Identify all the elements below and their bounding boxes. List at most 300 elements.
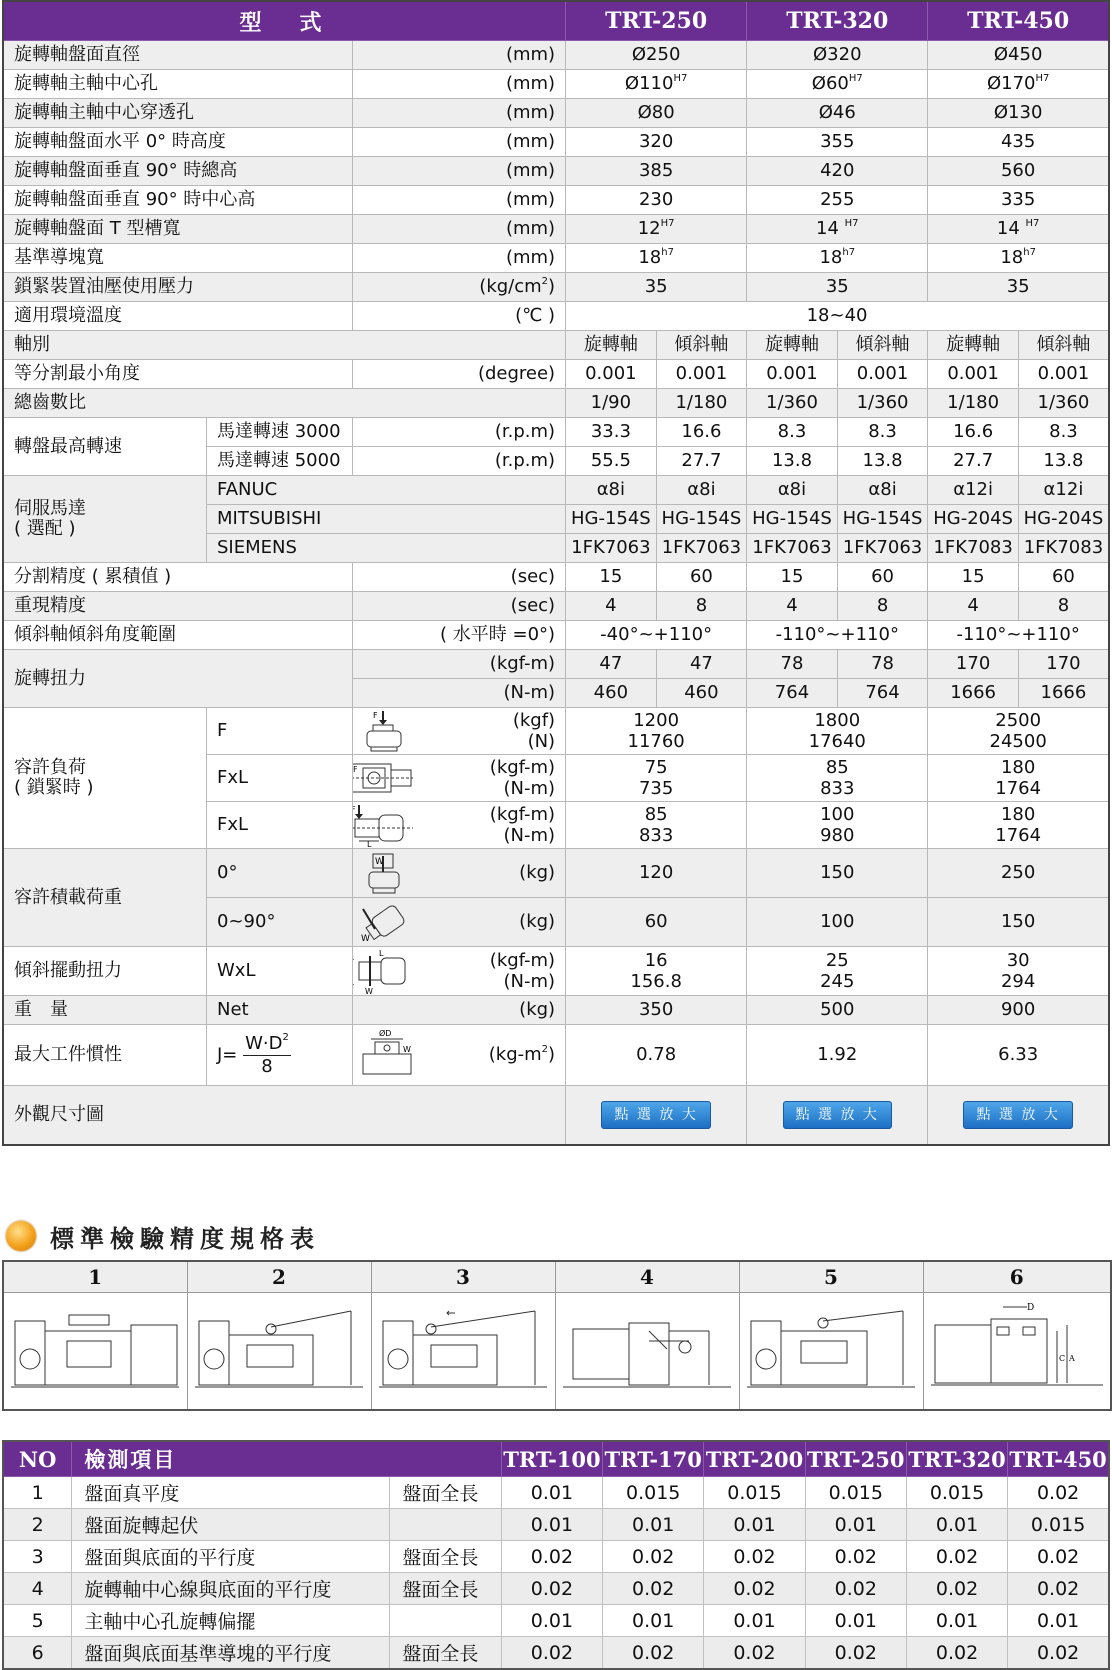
- spec-row: [3, 244, 1109, 273]
- value-cell: 250: [928, 849, 1109, 898]
- axis-cell: 傾斜軸: [837, 331, 928, 360]
- tolerance-grade: H7: [673, 73, 688, 84]
- drawing-cell: [747, 1086, 928, 1146]
- spec-row-mass: [3, 996, 1109, 1025]
- value-cell: [928, 755, 1109, 802]
- row-no: 1: [3, 1477, 72, 1509]
- value-cell: 47: [566, 650, 657, 679]
- formula-numerator: W·D: [245, 1032, 283, 1054]
- drawing-cell: [566, 1086, 747, 1146]
- value-text: Ø450: [993, 44, 1043, 65]
- row-label: 等分割最小角度: [3, 360, 352, 389]
- value-cell: [566, 41, 747, 70]
- row-no: 5: [3, 1605, 72, 1637]
- value-cell: α8i: [837, 476, 928, 505]
- value-cell: 0.02: [603, 1573, 704, 1605]
- value-cell: [566, 755, 747, 802]
- diagram-number: 5: [739, 1261, 923, 1293]
- value-line: 24500: [989, 731, 1047, 752]
- value-cell: 60: [1018, 563, 1109, 592]
- diagram-cell: [187, 1293, 371, 1411]
- value-cell: 0.01: [501, 1605, 602, 1637]
- row-unit: (mm): [505, 131, 556, 152]
- diagram-cell: [371, 1293, 555, 1411]
- svg-text:A: A: [1068, 1354, 1075, 1363]
- value-cell: 0.02: [501, 1637, 602, 1670]
- value-cell: 8.3: [1018, 418, 1109, 447]
- zoom-drawing-button[interactable]: 點 選 放 大: [601, 1101, 710, 1129]
- value-cell: 1/360: [837, 389, 928, 418]
- value-cell: 0.01: [805, 1605, 906, 1637]
- value-cell: 0.015: [603, 1477, 704, 1509]
- value-line: 100: [820, 804, 855, 825]
- row-item: 盤面真平度: [72, 1477, 390, 1509]
- value-cell: [747, 244, 928, 273]
- value-cell: [566, 802, 747, 849]
- row-item: 旋轉軸中心線與底面的平行度: [72, 1573, 390, 1605]
- inertia-diagram-icon: [353, 1028, 419, 1080]
- value-text: 355: [820, 131, 855, 152]
- value-cell: 1/90: [566, 389, 657, 418]
- value-text: Ø170: [986, 73, 1036, 94]
- zoom-drawing-button[interactable]: 點 選 放 大: [963, 1101, 1072, 1129]
- value-text: 385: [638, 160, 674, 181]
- value-cell: 15: [566, 563, 657, 592]
- value-cell: [566, 273, 747, 302]
- value-cell: 0.01: [501, 1509, 602, 1541]
- load-fxl-diagram-icon: [352, 758, 415, 798]
- row-unit: (kg-m: [488, 1044, 542, 1065]
- axis-cell: 旋轉軸: [747, 331, 838, 360]
- model-header: TRT-450: [928, 1, 1109, 41]
- diagram-cell: [3, 1293, 187, 1411]
- svg-text:W: W: [364, 987, 373, 994]
- value-cell: 0.001: [566, 360, 657, 389]
- value-cell: [928, 244, 1109, 273]
- value-cell: 0.001: [1018, 360, 1109, 389]
- value-line: 980: [820, 825, 855, 846]
- row-unit-cell: [352, 273, 565, 302]
- diagram-number: 6: [923, 1261, 1111, 1293]
- value-cell: [747, 708, 928, 755]
- value-text: 320: [638, 131, 674, 152]
- load-label-cell: [3, 708, 207, 849]
- row-unit: (kgf-m): [489, 757, 556, 778]
- row-label: 旋轉扭力: [3, 650, 352, 708]
- tolerance-grade: H7: [1025, 218, 1040, 229]
- value-text: Ø320: [813, 44, 862, 65]
- axis-parallelism-diagram-icon: [559, 1301, 735, 1401]
- value-cell: 0.02: [1008, 1541, 1109, 1573]
- row-unit: (kg): [519, 862, 556, 883]
- row-label: 旋轉軸盤面 T 型槽寬: [3, 215, 352, 244]
- diagram-number: 2: [187, 1261, 371, 1293]
- value-cell: 8: [656, 592, 747, 621]
- row-label: 容許積載荷重: [3, 849, 207, 947]
- row-sublabel: MITSUBISHI: [207, 505, 566, 534]
- value-text: 18: [1000, 247, 1024, 268]
- row-unit: (mm): [505, 102, 556, 123]
- unit-diagram-cell: [352, 708, 565, 755]
- value-cell: [566, 99, 747, 128]
- value-cell: 1FK7063: [747, 534, 838, 563]
- model-header: TRT-320: [906, 1441, 1007, 1477]
- value-cell: 0.001: [656, 360, 747, 389]
- spec-row: [3, 99, 1109, 128]
- value-cell: 350: [566, 996, 747, 1025]
- value-cell: 1666: [928, 679, 1019, 708]
- value-line: 833: [820, 778, 855, 799]
- value-text: 335: [1000, 189, 1036, 210]
- value-cell: [566, 244, 747, 273]
- row-label-note: ( 鎖緊時 ): [14, 777, 94, 798]
- value-line: 75: [644, 757, 668, 778]
- model-header: TRT-250: [805, 1441, 906, 1477]
- row-unit: (kg/cm: [479, 276, 542, 297]
- row-item: 盤面與底面基準導塊的平行度: [72, 1637, 390, 1670]
- row-label: 重 量: [3, 996, 207, 1025]
- svg-text:L: L: [378, 949, 384, 958]
- center-hole-runout-diagram-icon: [743, 1301, 919, 1401]
- tolerance-grade: h7: [842, 247, 856, 258]
- value-cell: 47: [656, 650, 747, 679]
- spec-header-row: [3, 1, 1109, 41]
- value-cell: 0.015: [805, 1477, 906, 1509]
- row-unit: (degree): [352, 360, 565, 389]
- value-cell: 1666: [1018, 679, 1109, 708]
- row-label: 旋轉軸主軸中心孔: [3, 70, 352, 99]
- value-text: Ø130: [993, 102, 1043, 123]
- value-cell: 0.01: [805, 1509, 906, 1541]
- value-text: 230: [638, 189, 674, 210]
- row-unit: (N): [527, 731, 556, 752]
- value-cell: 60: [837, 563, 928, 592]
- value-cell: 900: [928, 996, 1109, 1025]
- row-sublabel: WxL: [207, 947, 353, 996]
- value-line: 833: [638, 825, 674, 846]
- tolerance-grade: H7: [660, 218, 675, 229]
- value-cell: 0.001: [837, 360, 928, 389]
- zoom-drawing-button[interactable]: 點 選 放 大: [783, 1101, 892, 1129]
- value-cell: 0.02: [501, 1541, 602, 1573]
- value-text: Ø110: [624, 73, 674, 94]
- value-cell: 8.3: [837, 418, 928, 447]
- value-cell: 1/180: [656, 389, 747, 418]
- value-cell: -110°~+110°: [747, 621, 928, 650]
- unit-diagram-cell: [352, 849, 565, 898]
- value-text: 12: [637, 218, 661, 239]
- value-cell: [928, 41, 1109, 70]
- row-unit: ( 水平時 =0°): [352, 621, 565, 650]
- spec-row-min-angle: [3, 360, 1109, 389]
- svg-text:C: C: [1058, 1354, 1065, 1363]
- bullet-icon: [6, 1221, 36, 1251]
- value-line: 1200: [633, 710, 680, 731]
- value-cell: 100: [747, 898, 928, 947]
- row-sublabel: 0°: [207, 849, 353, 898]
- row-value: 18~40: [566, 302, 1109, 331]
- axis-cell: 傾斜軸: [656, 331, 747, 360]
- value-cell: 150: [747, 849, 928, 898]
- spec-row-swing: [3, 947, 1109, 996]
- value-text: Ø46: [818, 102, 856, 123]
- value-cell: 1FK7063: [566, 534, 657, 563]
- row-label-note: ( 選配 ): [14, 518, 76, 539]
- spec-row: [3, 215, 1109, 244]
- row-item: 主軸中心孔旋轉偏擺: [72, 1605, 390, 1637]
- value-cell: α8i: [656, 476, 747, 505]
- value-line: 85: [825, 757, 849, 778]
- col-item-header: 檢測項目: [72, 1441, 501, 1477]
- spec-row-rep-acc: [3, 592, 1109, 621]
- tolerance-grade: h7: [1023, 247, 1036, 258]
- rotation-runout-diagram-icon: [191, 1301, 367, 1401]
- value-cell: 0.015: [906, 1477, 1007, 1509]
- value-cell: [928, 273, 1109, 302]
- spec-row-env: [3, 302, 1109, 331]
- value-cell: 0.01: [906, 1509, 1007, 1541]
- value-cell: [566, 157, 747, 186]
- row-range: 盤面全長: [390, 1637, 501, 1670]
- value-cell: 0.015: [1008, 1509, 1109, 1541]
- model-header: TRT-170: [603, 1441, 704, 1477]
- value-text: 18: [819, 247, 843, 268]
- unit-exponent: 2: [541, 276, 549, 287]
- value-cell: 0.001: [747, 360, 838, 389]
- spec-row-tilt-range: [3, 621, 1109, 650]
- row-unit: (N-m): [503, 971, 556, 992]
- value-cell: -40°~+110°: [566, 621, 747, 650]
- axis-cell: 傾斜軸: [1018, 331, 1109, 360]
- row-unit: (sec): [352, 563, 565, 592]
- value-cell: 0.02: [501, 1573, 602, 1605]
- value-text: 255: [820, 189, 855, 210]
- value-cell: [747, 128, 928, 157]
- value-cell: 60: [656, 563, 747, 592]
- value-line: 1800: [814, 710, 861, 731]
- load-f-diagram-icon: [359, 709, 419, 753]
- value-cell: 0.01: [704, 1605, 805, 1637]
- value-cell: [928, 708, 1109, 755]
- svg-text:ØD: ØD: [378, 1029, 392, 1038]
- row-sublabel: Net: [207, 996, 353, 1025]
- value-cell: 15: [928, 563, 1019, 592]
- row-sublabel: FANUC: [207, 476, 566, 505]
- row-unit: (kgf-m): [489, 950, 556, 971]
- value-cell: [566, 70, 747, 99]
- value-line: 30: [1006, 950, 1030, 971]
- row-unit: (kgf): [512, 710, 556, 731]
- row-unit: (r.p.m): [352, 418, 565, 447]
- value-cell: 0.01: [906, 1605, 1007, 1637]
- value-text: 14: [816, 218, 845, 239]
- value-cell: [566, 186, 747, 215]
- inspection-row: [3, 1637, 1109, 1670]
- value-cell: 78: [747, 650, 838, 679]
- value-cell: [928, 947, 1109, 996]
- value-text: 35: [825, 276, 849, 297]
- inspection-row: [3, 1605, 1109, 1637]
- value-cell: α8i: [747, 476, 838, 505]
- row-no: 3: [3, 1541, 72, 1573]
- inspection-row: [3, 1573, 1109, 1605]
- value-cell: 0.02: [1008, 1573, 1109, 1605]
- reference-block-parallelism-diagram-icon: [927, 1301, 1107, 1401]
- tolerance-grade: H7: [848, 73, 863, 84]
- spec-row-speed: [3, 418, 1109, 447]
- inspection-row: [3, 1509, 1109, 1541]
- spec-row-servo: [3, 476, 1109, 505]
- value-cell: HG-154S: [747, 505, 838, 534]
- value-cell: 55.5: [566, 447, 657, 476]
- value-cell: [566, 708, 747, 755]
- diagram-number: 3: [371, 1261, 555, 1293]
- section-heading: [6, 1216, 320, 1256]
- value-cell: 8: [837, 592, 928, 621]
- load-fxl-side-diagram-icon: [352, 803, 415, 847]
- spec-row: [3, 186, 1109, 215]
- row-unit: (mm): [505, 218, 556, 239]
- value-cell: 500: [747, 996, 928, 1025]
- value-cell: HG-204S: [928, 505, 1019, 534]
- row-sublabel: SIEMENS: [207, 534, 566, 563]
- value-cell: [928, 157, 1109, 186]
- diagram-number: 4: [555, 1261, 739, 1293]
- value-cell: 0.01: [704, 1509, 805, 1541]
- value-cell: [928, 802, 1109, 849]
- value-cell: [928, 186, 1109, 215]
- value-text: Ø250: [631, 44, 681, 65]
- value-cell: 1.92: [747, 1025, 928, 1086]
- row-label: 傾斜軸傾斜角度範圍: [3, 621, 352, 650]
- value-cell: [747, 157, 928, 186]
- value-text: Ø80: [637, 102, 675, 123]
- inertia-formula: [207, 1025, 353, 1086]
- row-unit: (mm): [505, 73, 556, 94]
- value-cell: HG-154S: [566, 505, 657, 534]
- row-label: 外觀尺寸圖: [3, 1086, 566, 1146]
- svg-text:F: F: [350, 805, 356, 814]
- row-label: 最大工件慣性: [3, 1025, 207, 1086]
- value-cell: 13.8: [1018, 447, 1109, 476]
- row-unit: (sec): [352, 592, 565, 621]
- spec-row-axis: [3, 331, 1109, 360]
- model-label-header: 型 式: [3, 1, 566, 41]
- value-text: 420: [820, 160, 855, 181]
- value-cell: 13.8: [837, 447, 928, 476]
- value-cell: 764: [747, 679, 838, 708]
- row-unit-cell: [352, 128, 565, 157]
- row-label: 軸別: [3, 331, 566, 360]
- spec-table: [2, 0, 1110, 1146]
- formula-exponent: 2: [282, 1031, 289, 1043]
- svg-text:D: D: [1026, 1303, 1034, 1313]
- svg-text:F: F: [352, 765, 358, 774]
- value-line: 11760: [627, 731, 685, 752]
- row-item: 盤面旋轉起伏: [72, 1509, 390, 1541]
- spec-row: [3, 157, 1109, 186]
- spec-row-div-acc: [3, 563, 1109, 592]
- value-cell: α12i: [928, 476, 1019, 505]
- value-text: 435: [1000, 131, 1036, 152]
- weight-0-diagram-icon: [359, 850, 419, 896]
- inspection-diagram-table: [2, 1260, 1112, 1411]
- svg-text:F: F: [372, 711, 378, 720]
- row-unit-cell: [352, 157, 565, 186]
- value-cell: α8i: [566, 476, 657, 505]
- row-sublabel: 馬達轉速 3000: [207, 418, 353, 447]
- row-unit: (N-m): [503, 825, 556, 846]
- row-label: 傾斜擺動扭力: [3, 947, 207, 996]
- value-cell: 16.6: [928, 418, 1019, 447]
- value-cell: 6.33: [928, 1025, 1109, 1086]
- row-unit: (r.p.m): [352, 447, 565, 476]
- unit-diagram-cell: [352, 802, 565, 849]
- row-label: 總齒數比: [3, 389, 566, 418]
- value-cell: 0.02: [603, 1541, 704, 1573]
- diagram-header-row: [3, 1261, 1111, 1293]
- tolerance-grade: h7: [661, 247, 674, 258]
- row-unit: (mm): [505, 247, 556, 268]
- row-label: 基準導塊寬: [3, 244, 352, 273]
- value-cell: 0.01: [603, 1605, 704, 1637]
- diagram-cell: [923, 1293, 1111, 1411]
- row-unit-cell: [352, 186, 565, 215]
- value-cell: [747, 947, 928, 996]
- row-range: 盤面全長: [390, 1477, 501, 1509]
- value-line: 735: [638, 778, 674, 799]
- axis-cell: 旋轉軸: [928, 331, 1019, 360]
- value-cell: 0.02: [805, 1541, 906, 1573]
- spec-row: [3, 128, 1109, 157]
- row-unit: (N-m): [503, 778, 556, 799]
- unit-diagram-cell: [352, 755, 565, 802]
- value-cell: α12i: [1018, 476, 1109, 505]
- row-unit: (kgf-m): [489, 804, 556, 825]
- svg-text:W: W: [402, 1045, 411, 1054]
- value-cell: 0.78: [566, 1025, 747, 1086]
- row-unit-end: ): [548, 1044, 556, 1065]
- row-unit-end: ): [548, 276, 556, 297]
- row-label: 適用環境溫度: [3, 302, 352, 331]
- row-no: 4: [3, 1573, 72, 1605]
- row-unit: (kg): [352, 996, 565, 1025]
- formula-denominator: 8: [261, 1055, 273, 1077]
- value-cell: 27.7: [656, 447, 747, 476]
- value-cell: [747, 273, 928, 302]
- value-cell: [747, 802, 928, 849]
- row-label: 轉盤最高轉速: [3, 418, 207, 476]
- row-unit: (mm): [505, 160, 556, 181]
- value-line: 25: [825, 950, 849, 971]
- model-header: TRT-320: [747, 1, 928, 41]
- value-cell: 27.7: [928, 447, 1019, 476]
- value-cell: [928, 70, 1109, 99]
- value-line: 17640: [808, 731, 866, 752]
- value-line: 245: [820, 971, 855, 992]
- spec-row: [3, 41, 1109, 70]
- value-cell: 120: [566, 849, 747, 898]
- model-header: TRT-200: [704, 1441, 805, 1477]
- row-label: 容許負荷: [14, 757, 86, 778]
- value-cell: [928, 128, 1109, 157]
- value-cell: 1/180: [928, 389, 1019, 418]
- value-cell: [747, 41, 928, 70]
- tolerance-grade: H7: [1035, 73, 1050, 84]
- value-cell: [747, 70, 928, 99]
- value-cell: [747, 186, 928, 215]
- svg-text:W: W: [360, 934, 370, 944]
